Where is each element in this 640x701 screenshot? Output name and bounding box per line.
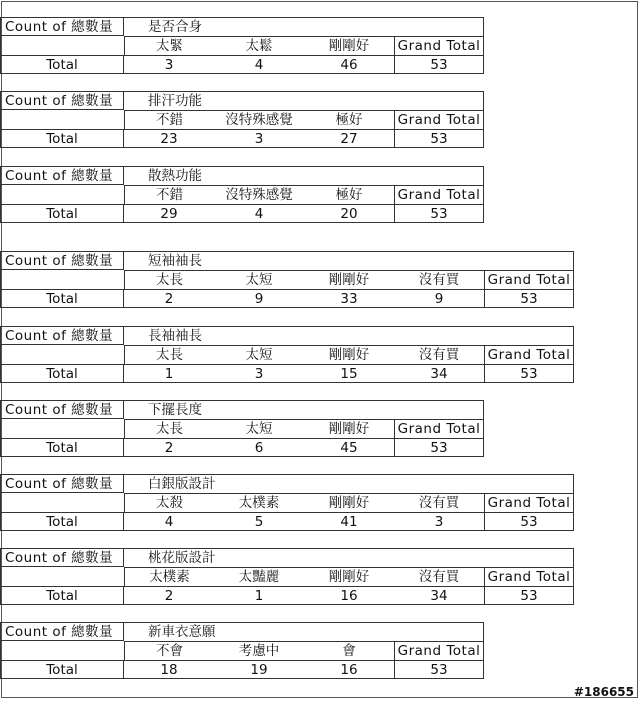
column-header: 剛剛好 xyxy=(304,345,394,364)
header-spacer xyxy=(0,567,124,586)
column-header: 剛剛好 xyxy=(304,419,394,438)
value-cell: 2 xyxy=(124,289,214,308)
grand-total-header: Grand Total xyxy=(394,641,484,660)
row-label-total: Total xyxy=(0,512,124,531)
table-title: 短袖袖長 xyxy=(124,251,574,270)
value-cell: 2 xyxy=(124,438,214,457)
value-cell: 4 xyxy=(124,512,214,531)
header-spacer xyxy=(0,36,124,55)
column-header: 會 xyxy=(304,641,394,660)
table-title: 是否合身 xyxy=(124,17,484,36)
value-cell: 34 xyxy=(394,586,484,605)
value-cell: 18 xyxy=(124,660,214,679)
column-header: 沒有買 xyxy=(394,493,484,512)
grand-total-value: 53 xyxy=(394,438,484,457)
column-header: 太緊 xyxy=(124,36,214,55)
header-spacer xyxy=(0,185,124,204)
value-cell: 46 xyxy=(304,55,394,74)
value-cell: 16 xyxy=(304,660,394,679)
column-header: 沒特殊感覺 xyxy=(214,185,304,204)
value-cell: 9 xyxy=(214,289,304,308)
column-header: 太鬆 xyxy=(214,36,304,55)
column-header: 太樸素 xyxy=(214,493,304,512)
column-header: 沒特殊感覺 xyxy=(214,110,304,129)
grand-total-value: 53 xyxy=(394,660,484,679)
corner-label: Count of 總數量 xyxy=(0,326,124,345)
value-cell: 16 xyxy=(304,586,394,605)
column-header: 沒有買 xyxy=(394,270,484,289)
grand-total-value: 53 xyxy=(394,129,484,148)
row-label-total: Total xyxy=(0,438,124,457)
value-cell: 3 xyxy=(214,364,304,383)
corner-label: Count of 總數量 xyxy=(0,548,124,567)
grand-total-value: 53 xyxy=(484,289,574,308)
grand-total-header: Grand Total xyxy=(484,493,574,512)
grand-total-value: 53 xyxy=(484,364,574,383)
table-title: 白銀版設計 xyxy=(124,474,574,493)
row-label-total: Total xyxy=(0,55,124,74)
pivot-table xyxy=(0,474,640,530)
pivot-table xyxy=(0,251,640,307)
value-cell: 1 xyxy=(214,586,304,605)
column-header: 極好 xyxy=(304,110,394,129)
grand-total-header: Grand Total xyxy=(484,567,574,586)
column-header: 剛剛好 xyxy=(304,567,394,586)
value-cell: 3 xyxy=(214,129,304,148)
value-cell: 41 xyxy=(304,512,394,531)
corner-label: Count of 總數量 xyxy=(0,400,124,419)
column-header: 沒有買 xyxy=(394,567,484,586)
column-header: 剛剛好 xyxy=(304,270,394,289)
row-label-total: Total xyxy=(0,129,124,148)
header-spacer xyxy=(0,493,124,512)
column-header: 太豔麗 xyxy=(214,567,304,586)
value-cell: 45 xyxy=(304,438,394,457)
pivot-table xyxy=(0,326,640,382)
header-spacer xyxy=(0,270,124,289)
column-header: 太殺 xyxy=(124,493,214,512)
column-header: 考慮中 xyxy=(214,641,304,660)
table-title: 桃花版設計 xyxy=(124,548,574,567)
pivot-table xyxy=(0,91,640,147)
column-header: 沒有買 xyxy=(394,345,484,364)
header-spacer xyxy=(0,641,124,660)
value-cell: 19 xyxy=(214,660,304,679)
grand-total-value: 53 xyxy=(394,55,484,74)
column-header: 剛剛好 xyxy=(304,493,394,512)
grand-total-header: Grand Total xyxy=(484,270,574,289)
value-cell: 3 xyxy=(124,55,214,74)
value-cell: 15 xyxy=(304,364,394,383)
value-cell: 9 xyxy=(394,289,484,308)
row-label-total: Total xyxy=(0,364,124,383)
column-header: 太短 xyxy=(214,345,304,364)
pivot-table xyxy=(0,622,640,678)
watermark-id: #186655 xyxy=(573,685,634,699)
column-header: 極好 xyxy=(304,185,394,204)
table-title: 長袖袖長 xyxy=(124,326,574,345)
header-spacer xyxy=(0,419,124,438)
header-spacer xyxy=(0,345,124,364)
row-label-total: Total xyxy=(0,586,124,605)
value-cell: 2 xyxy=(124,586,214,605)
value-cell: 1 xyxy=(124,364,214,383)
corner-label: Count of 總數量 xyxy=(0,17,124,36)
table-title: 新車衣意願 xyxy=(124,622,484,641)
value-cell: 23 xyxy=(124,129,214,148)
value-cell: 3 xyxy=(394,512,484,531)
row-label-total: Total xyxy=(0,204,124,223)
pivot-table xyxy=(0,400,640,456)
value-cell: 20 xyxy=(304,204,394,223)
column-header: 不錯 xyxy=(124,185,214,204)
column-header: 太長 xyxy=(124,345,214,364)
corner-label: Count of 總數量 xyxy=(0,622,124,641)
pivot-table xyxy=(0,548,640,604)
table-title: 下擺長度 xyxy=(124,400,484,419)
corner-label: Count of 總數量 xyxy=(0,166,124,185)
column-header: 太樸素 xyxy=(124,567,214,586)
table-title: 排汗功能 xyxy=(124,91,484,110)
column-header: 不會 xyxy=(124,641,214,660)
value-cell: 6 xyxy=(214,438,304,457)
grand-total-header: Grand Total xyxy=(394,36,484,55)
value-cell: 33 xyxy=(304,289,394,308)
column-header: 太長 xyxy=(124,419,214,438)
value-cell: 29 xyxy=(124,204,214,223)
value-cell: 4 xyxy=(214,204,304,223)
value-cell: 34 xyxy=(394,364,484,383)
grand-total-header: Grand Total xyxy=(394,419,484,438)
value-cell: 4 xyxy=(214,55,304,74)
corner-label: Count of 總數量 xyxy=(0,91,124,110)
row-label-total: Total xyxy=(0,289,124,308)
corner-label: Count of 總數量 xyxy=(0,474,124,493)
column-header: 不錯 xyxy=(124,110,214,129)
value-cell: 5 xyxy=(214,512,304,531)
corner-label: Count of 總數量 xyxy=(0,251,124,270)
column-header: 太短 xyxy=(214,270,304,289)
row-label-total: Total xyxy=(0,660,124,679)
grand-total-header: Grand Total xyxy=(394,110,484,129)
pivot-table xyxy=(0,166,640,222)
grand-total-value: 53 xyxy=(484,586,574,605)
column-header: 太長 xyxy=(124,270,214,289)
pivot-table xyxy=(0,17,640,73)
header-spacer xyxy=(0,110,124,129)
grand-total-header: Grand Total xyxy=(394,185,484,204)
column-header: 太短 xyxy=(214,419,304,438)
grand-total-value: 53 xyxy=(394,204,484,223)
table-title: 散熱功能 xyxy=(124,166,484,185)
value-cell: 27 xyxy=(304,129,394,148)
grand-total-value: 53 xyxy=(484,512,574,531)
grand-total-header: Grand Total xyxy=(484,345,574,364)
column-header: 剛剛好 xyxy=(304,36,394,55)
